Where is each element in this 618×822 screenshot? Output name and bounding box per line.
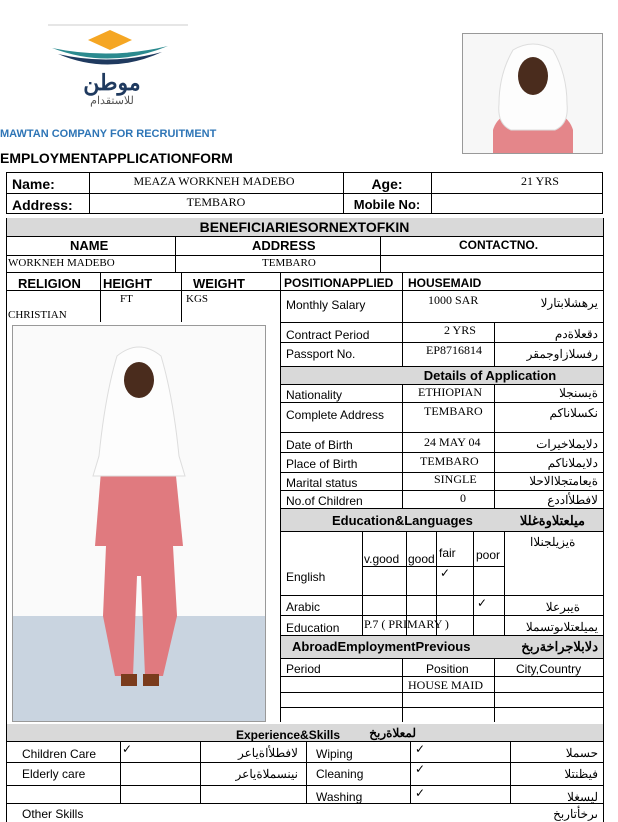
passport-value: EP8716814 (426, 343, 483, 357)
complete-address-arabic: نكسلاناكم (549, 406, 598, 420)
beneficiaries-title: BENEFICIARIESORNEXTOFKIN (199, 219, 410, 235)
english-arabic: ةيزيلجنلاا (530, 535, 576, 549)
marital-status-label: Marital status (286, 476, 358, 490)
cleaning-label: Cleaning (316, 767, 364, 781)
cleaning-check-icon: ✓ (415, 762, 426, 776)
fullbody-figure-icon (13, 326, 265, 721)
passport-label: Passport No. (286, 347, 356, 361)
salary-arabic: يرهشلابتارلا (540, 296, 598, 310)
wiping-label: Wiping (316, 747, 353, 761)
skills-title-arabic: لمعلاةربخ (369, 726, 416, 740)
religion-value: CHRISTIAN (8, 309, 67, 321)
washing-label: Washing (316, 790, 363, 804)
arabic-check-icon: ✓ (477, 596, 488, 610)
abroad-position-value: HOUSE MAID (408, 678, 483, 692)
level-fair: fair (439, 546, 456, 560)
other-skills-label: Other Skills (22, 807, 84, 821)
marital-status-value: SINGLE (434, 472, 477, 486)
weight-label: WEIGHT (193, 276, 245, 291)
contract-period-arabic: دقعلاةدم (554, 327, 598, 341)
education-title: Education&Languages (332, 513, 473, 528)
applicant-age: 21 YRS (521, 174, 559, 188)
children-count-arabic: لافطلأاددع (547, 493, 598, 507)
children-count-label: No.of Children (286, 494, 363, 508)
applicant-fullbody-photo (12, 325, 266, 722)
dob-label: Date of Birth (286, 438, 353, 452)
logo-arabic-text: موطن (83, 70, 141, 95)
complete-address-value: TEMBARO (424, 404, 483, 418)
passport-arabic: رفسلازاوجمقر (526, 347, 598, 361)
children-care-arabic: لافطلأاةياعر (238, 746, 298, 760)
weight-unit: KGS (186, 293, 209, 305)
abroad-position-header: Position (426, 662, 469, 676)
children-care-label: Children Care (22, 747, 97, 761)
nationality-label: Nationality (286, 388, 343, 402)
abroad-title-arabic: دلابلاجراخةربخ (521, 639, 598, 654)
nationality-arabic: ةيسنجلا (559, 386, 598, 400)
dob-value: 24 MAY 04 (424, 435, 481, 449)
company-name: MAWTAN COMPANY FOR RECRUITMENT (0, 128, 217, 140)
dob-arabic: دلايملاخيرات (536, 437, 598, 451)
logo-arabic-subtext: للاستقدام (90, 95, 134, 107)
pob-label: Place of Birth (286, 457, 358, 471)
arabic-label: Arabic (286, 600, 321, 614)
applicant-portrait-photo (462, 33, 603, 154)
nationality-value: ETHIOPIAN (418, 385, 482, 399)
elderly-care-label: Elderly care (22, 767, 86, 781)
position-applied-label: POSITIONAPPLIED (284, 276, 394, 290)
education-label: Education (286, 621, 340, 635)
age-label: Age: (371, 176, 403, 192)
level-vgood: v.good (364, 552, 400, 566)
beneficiary-address: TEMBARO (262, 257, 316, 269)
applicant-name: MEAZA WORKNEH MADEBO (133, 174, 295, 188)
abroad-city-header: City,Country (516, 662, 582, 676)
other-skills-arabic: ىرخأتاربخ (553, 807, 598, 821)
name-label: Name: (12, 176, 55, 192)
skills-title: Experience&Skills (236, 728, 341, 742)
salary-value: 1000 SAR (428, 293, 479, 307)
applicant-address: TEMBARO (186, 195, 246, 209)
education-title-arabic: ميلعتلاوةغللا (519, 513, 585, 528)
english-label: English (286, 570, 326, 584)
washing-check-icon: ✓ (415, 786, 426, 800)
children-care-check-icon: ✓ (122, 742, 133, 756)
children-count-value: 0 (460, 491, 466, 505)
pob-value: TEMBARO (420, 454, 479, 468)
beneficiary-name: WORKNEH MADEBO (8, 257, 115, 269)
wiping-check-icon: ✓ (415, 742, 426, 756)
details-title: Details of Application (423, 368, 557, 383)
beneficiary-address-header: ADDRESS (252, 238, 316, 253)
height-label: HEIGHT (103, 276, 153, 291)
wiping-arabic: حسملا (565, 746, 598, 760)
abroad-title: AbroadEmploymentPrevious (292, 639, 471, 654)
pob-arabic: دلايملاناكم (547, 456, 598, 470)
religion-label: RELIGION (18, 276, 81, 291)
education-value: P.7 ( PRIMARY ) (364, 617, 449, 631)
level-good: good (408, 552, 435, 566)
portrait-figure-icon (463, 34, 602, 153)
elderly-care-arabic: نينسملاةياعر (235, 767, 298, 781)
height-unit: FT (120, 293, 133, 305)
english-check-icon: ✓ (440, 566, 451, 580)
washing-arabic: ليسغلا (567, 790, 598, 804)
position-applied-value: HOUSEMAID (408, 276, 482, 290)
contract-period-value: 2 YRS (444, 323, 476, 337)
marital-status-arabic: ةيعامتجلاالاحلا (529, 474, 598, 488)
complete-address-label: Complete Address (286, 408, 385, 422)
cleaning-arabic: فيظنتلا (564, 767, 598, 781)
form-title: EMPLOYMENTAPPLICATIONFORM (0, 150, 233, 166)
beneficiary-name-header: NAME (70, 238, 109, 253)
beneficiary-contact-header: CONTACTNO. (459, 238, 539, 252)
address-label: Address: (12, 197, 73, 213)
company-logo (40, 18, 190, 108)
education-arabic: يميلعتلاىوتسملا (525, 620, 598, 634)
abroad-period-header: Period (286, 662, 321, 676)
arabic-language-arabic: ةيبرعلا (545, 600, 580, 614)
contract-period-label: Contract Period (286, 328, 370, 342)
salary-label: Monthly Salary (286, 298, 366, 312)
level-poor: poor (476, 548, 501, 562)
mobile-label: Mobile No: (353, 197, 421, 212)
